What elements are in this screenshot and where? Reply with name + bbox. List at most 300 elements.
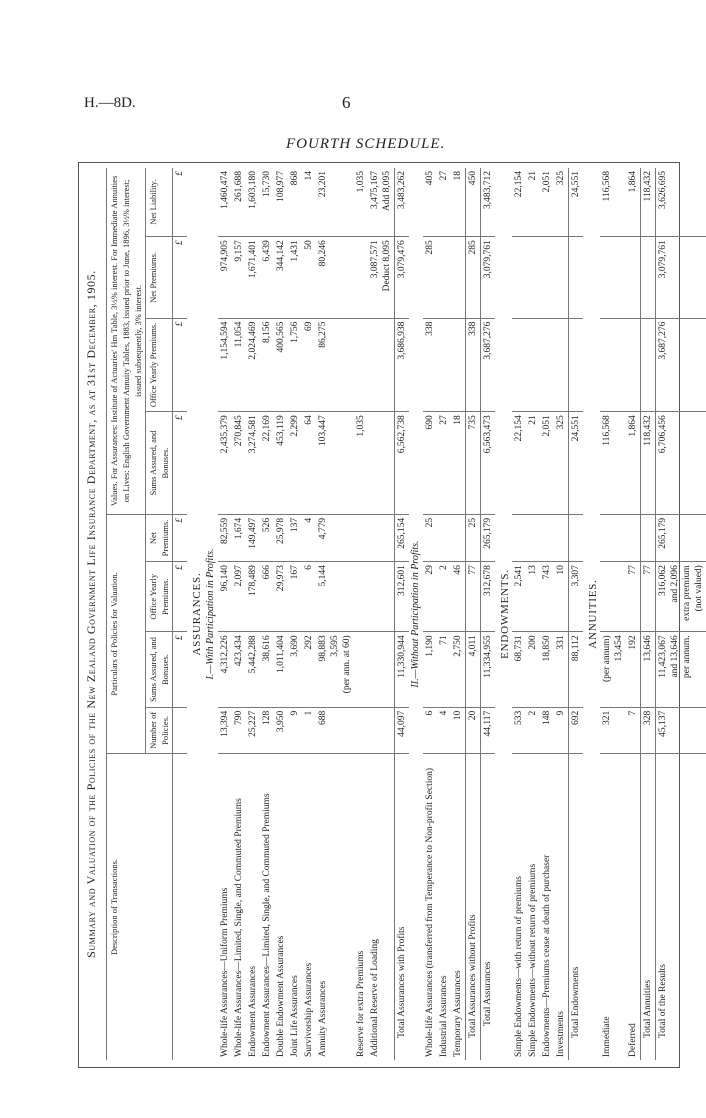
cell-s bbox=[218, 632, 232, 707]
row-description: Survivorship Assurances bbox=[304, 962, 314, 1057]
row-description: Double Endowment Assurances bbox=[276, 935, 286, 1057]
cell-l bbox=[423, 168, 437, 237]
cell-value: 2,051 bbox=[542, 415, 552, 437]
cell-n bbox=[274, 707, 288, 753]
cell-value: 3,475,167 bbox=[370, 171, 380, 209]
cell-value: 405 bbox=[425, 171, 435, 186]
cell-value: 325 bbox=[556, 415, 566, 430]
cell-p bbox=[395, 514, 410, 561]
cell-o bbox=[395, 562, 410, 632]
cell-value: 974,905 bbox=[220, 240, 230, 272]
cell-value: 265,179 bbox=[658, 517, 668, 549]
cell-p bbox=[437, 514, 451, 561]
row-description: Whole-life Assurances—Uniform Premiums bbox=[220, 887, 230, 1057]
cell-value: 44,117 bbox=[483, 710, 493, 737]
col-values bbox=[107, 168, 146, 514]
cell-vo bbox=[316, 318, 354, 412]
cell-value: 9,157 bbox=[234, 240, 244, 262]
cell-s bbox=[316, 632, 354, 707]
section-label: ANNUITIES. bbox=[587, 579, 599, 649]
cell-p bbox=[540, 514, 554, 561]
cell-vs bbox=[274, 412, 288, 515]
unit-pound: £ bbox=[173, 412, 188, 515]
cell-s bbox=[395, 632, 410, 707]
cell-value: 270,845 bbox=[234, 415, 244, 447]
cell-o bbox=[540, 562, 554, 632]
cell-value: 10 bbox=[556, 565, 566, 575]
cell-l bbox=[302, 168, 316, 237]
cell-s bbox=[626, 632, 641, 707]
cell-o bbox=[451, 562, 466, 632]
cell-value: 3,087,571 bbox=[370, 240, 380, 279]
table-row bbox=[626, 168, 641, 1060]
cell-vo bbox=[218, 318, 232, 412]
cell-vs bbox=[512, 412, 526, 515]
cell-value: 15,730 bbox=[262, 171, 272, 198]
cell-vo bbox=[437, 318, 451, 412]
cell-vp bbox=[218, 237, 232, 318]
cell-l bbox=[316, 168, 354, 237]
units-row bbox=[173, 168, 188, 1060]
row-description: Total Assurances with Profits bbox=[395, 754, 410, 1061]
cell-vo bbox=[526, 318, 540, 412]
table-row bbox=[218, 168, 232, 1060]
row-description: Total Assurances bbox=[481, 754, 496, 1061]
unit-pound: £ bbox=[173, 514, 188, 561]
section-label: ASSURANCES. bbox=[191, 572, 203, 656]
cell-l bbox=[218, 168, 232, 237]
cell-l bbox=[641, 168, 656, 237]
cell-s bbox=[246, 632, 260, 707]
cell-l bbox=[656, 168, 706, 237]
cell-value: 2,750 bbox=[453, 635, 463, 657]
cell-vs bbox=[569, 412, 584, 515]
cell-value: 735 bbox=[468, 415, 478, 430]
cell-value: 2,299 bbox=[290, 415, 300, 437]
table-row bbox=[512, 168, 526, 1060]
cell-vo bbox=[466, 318, 481, 412]
col-net: Net Premiums. bbox=[146, 514, 173, 561]
cell-value: 82,559 bbox=[220, 517, 230, 544]
cell-l bbox=[246, 168, 260, 237]
cell-value: 128 bbox=[262, 710, 272, 725]
col-sums: Sums Assured, and Bonuses. bbox=[146, 632, 173, 707]
table-row bbox=[316, 168, 354, 1060]
cell-o bbox=[641, 562, 656, 632]
cell-value: 3,079,761 bbox=[658, 240, 668, 279]
cell-vs bbox=[368, 412, 395, 515]
table-title: Summary and Valuation of the Policies of the New Zealand Government Life Insurance Department, as at 31st December, 1905. bbox=[84, 270, 98, 958]
cell-n bbox=[423, 707, 437, 753]
cell-value: 25,227 bbox=[248, 710, 258, 737]
row-description: Endowment Assurances—Limited, Single, and Commuted Premiums bbox=[262, 793, 272, 1057]
cell-vo bbox=[354, 318, 368, 412]
cell-value: 20 bbox=[468, 710, 478, 721]
cell-value: 3,690 bbox=[290, 635, 300, 657]
cell-vp bbox=[554, 237, 569, 318]
cell-s bbox=[354, 632, 368, 707]
cell-note: Add 8,095 bbox=[382, 171, 392, 212]
cell-vp bbox=[246, 237, 260, 318]
row-description: Reserve for extra Premiums bbox=[356, 950, 366, 1057]
cell-s bbox=[466, 632, 481, 707]
cell-value: 18,850 bbox=[542, 635, 552, 662]
cell-l bbox=[437, 168, 451, 237]
cell-value: 178,489 bbox=[248, 565, 258, 597]
cell-value: 6,562,738 bbox=[397, 415, 407, 454]
cell-p bbox=[481, 514, 496, 561]
cell-value: 18 bbox=[453, 415, 463, 425]
cell-p bbox=[656, 514, 706, 561]
cell-note: and 2,096 bbox=[670, 565, 680, 603]
cell-value: 11,330,944 bbox=[397, 635, 407, 678]
cell-vo bbox=[569, 318, 584, 412]
unit-pound: £ bbox=[173, 237, 188, 318]
cell-value: 4,011 bbox=[468, 635, 478, 657]
cell-p bbox=[246, 514, 260, 561]
cell-value: 285 bbox=[468, 240, 478, 255]
rotated-table bbox=[78, 162, 704, 1066]
cell-p bbox=[641, 514, 656, 561]
cell-value: 312,601 bbox=[397, 565, 407, 597]
table-row bbox=[540, 168, 554, 1060]
cell-vp bbox=[540, 237, 554, 318]
cell-value: 103,447 bbox=[318, 415, 328, 447]
cell-value: 69 bbox=[304, 321, 314, 332]
table-row bbox=[274, 168, 288, 1060]
cell-value: 24,551 bbox=[571, 171, 581, 198]
cell-s bbox=[526, 632, 540, 707]
table-row bbox=[437, 168, 451, 1060]
table-row bbox=[423, 168, 437, 1060]
cell-vo bbox=[368, 318, 395, 412]
cell-value: 2 bbox=[528, 710, 538, 716]
cell-vp bbox=[512, 237, 526, 318]
cell-value: 118,432 bbox=[643, 171, 653, 202]
cell-vp bbox=[626, 237, 641, 318]
cell-value: 9 bbox=[290, 710, 300, 716]
cell-value: 6 bbox=[304, 565, 314, 570]
cell-value: 692 bbox=[571, 710, 581, 725]
cell-value: 1,864 bbox=[628, 171, 638, 193]
unit-pound: £ bbox=[173, 562, 188, 632]
table-row bbox=[368, 168, 395, 1060]
cell-value: 11,334,955 bbox=[483, 635, 493, 678]
cell-l bbox=[540, 168, 554, 237]
table-row bbox=[302, 168, 316, 1060]
cell-value: 453,119 bbox=[276, 415, 286, 446]
cell-o bbox=[656, 562, 706, 632]
cell-p bbox=[626, 514, 641, 561]
cell-value: 116,568 bbox=[602, 415, 612, 446]
cell-note: per annum. bbox=[682, 635, 692, 679]
cell-value: 44,097 bbox=[397, 710, 407, 737]
cell-value: 338 bbox=[425, 321, 435, 336]
cell-n bbox=[218, 707, 232, 753]
cell-vs bbox=[437, 412, 451, 515]
cell-n bbox=[512, 707, 526, 753]
cell-value: 312,678 bbox=[483, 565, 493, 597]
cell-vp bbox=[526, 237, 540, 318]
cell-o bbox=[218, 562, 232, 632]
cell-l bbox=[626, 168, 641, 237]
cell-value: 29 bbox=[425, 565, 435, 575]
section-heading bbox=[204, 168, 218, 1060]
cell-value: 71 bbox=[439, 635, 449, 645]
cell-n bbox=[246, 707, 260, 753]
table-row bbox=[554, 168, 569, 1060]
cell-n bbox=[288, 707, 302, 753]
cell-value: 6,563,473 bbox=[483, 415, 493, 454]
cell-vp bbox=[316, 237, 354, 318]
cell-value: 45,137 bbox=[658, 710, 668, 737]
cell-p bbox=[354, 514, 368, 561]
cell-n bbox=[569, 707, 584, 753]
cell-value: 533 bbox=[514, 710, 524, 725]
cell-s bbox=[437, 632, 451, 707]
cell-value: 423,434 bbox=[234, 635, 244, 667]
section-heading bbox=[409, 168, 423, 1060]
section-heading bbox=[187, 168, 204, 1060]
cell-value: 13,454 bbox=[614, 635, 624, 662]
cell-value: 118,432 bbox=[643, 415, 653, 446]
page-code: H.—8D. bbox=[84, 95, 136, 111]
cell-value: 116,568 bbox=[602, 171, 612, 202]
cell-n bbox=[540, 707, 554, 753]
cell-value: 2,541 bbox=[514, 565, 524, 587]
cell-s bbox=[451, 632, 466, 707]
cell-note: 3,595 bbox=[330, 635, 340, 657]
cell-value: 148 bbox=[542, 710, 552, 725]
cell-p bbox=[600, 514, 626, 561]
cell-value: 1,431 bbox=[290, 240, 300, 262]
cell-s bbox=[641, 632, 656, 707]
cell-value: 1,864 bbox=[628, 415, 638, 437]
cell-p bbox=[423, 514, 437, 561]
col-value-office: Office Yearly Premiums. bbox=[146, 318, 173, 412]
cell-p bbox=[554, 514, 569, 561]
cell-vs bbox=[641, 412, 656, 515]
cell-value: 137 bbox=[290, 517, 300, 533]
cell-vs bbox=[423, 412, 437, 515]
section-label: I.—With Participation in Profits. bbox=[205, 548, 216, 680]
cell-n bbox=[481, 707, 496, 753]
cell-value: 13,646 bbox=[643, 635, 653, 662]
row-description: Whole-life Assurances—Limited, Single, and Commuted Premiums bbox=[234, 798, 244, 1057]
col-liability: Net Liability. bbox=[146, 168, 173, 237]
cell-s bbox=[232, 632, 246, 707]
cell-value: 80,246 bbox=[318, 240, 328, 267]
cell-value: 6,439 bbox=[262, 240, 272, 262]
cell-s bbox=[569, 632, 584, 707]
cell-o bbox=[302, 562, 316, 632]
cell-value: 328 bbox=[643, 710, 653, 725]
values-label: Values. bbox=[109, 481, 119, 507]
cell-p bbox=[316, 514, 354, 561]
col-value-net: Net Premiums. bbox=[146, 237, 173, 318]
cell-vp bbox=[302, 237, 316, 318]
cell-vs bbox=[656, 412, 706, 515]
cell-vs bbox=[526, 412, 540, 515]
cell-value: 4 bbox=[439, 710, 449, 716]
cell-value: 192 bbox=[628, 635, 638, 650]
cell-o bbox=[288, 562, 302, 632]
cell-vp bbox=[288, 237, 302, 318]
cell-value: 1,460,474 bbox=[220, 171, 230, 209]
cell-value: 8,156 bbox=[262, 321, 272, 344]
row-description: Whole-life Assurances (transferred from Temperance to Non-profit Section) bbox=[425, 767, 435, 1057]
cell-l bbox=[354, 168, 368, 237]
cell-p bbox=[368, 514, 395, 561]
cell-value: 13,394 bbox=[220, 710, 230, 737]
cell-n bbox=[451, 707, 466, 753]
cell-vp bbox=[274, 237, 288, 318]
section-label: ENDOWMENTS. bbox=[499, 569, 511, 659]
cell-n bbox=[656, 707, 706, 753]
table-row bbox=[246, 168, 260, 1060]
cell-l bbox=[288, 168, 302, 237]
cell-o bbox=[626, 562, 641, 632]
cell-value: 200 bbox=[528, 635, 538, 650]
cell-s bbox=[540, 632, 554, 707]
cell-vs bbox=[466, 412, 481, 515]
cell-value: 88,112 bbox=[571, 635, 581, 662]
cell-vo bbox=[260, 318, 274, 412]
cell-o bbox=[569, 562, 584, 632]
cell-value: 149,497 bbox=[248, 517, 258, 549]
cell-n bbox=[437, 707, 451, 753]
table-row bbox=[451, 168, 466, 1060]
cell-value: 77 bbox=[628, 565, 638, 575]
cell-o bbox=[466, 562, 481, 632]
cell-note: (per annum) bbox=[602, 635, 612, 683]
cell-o bbox=[316, 562, 354, 632]
cell-p bbox=[302, 514, 316, 561]
cell-value: 1,671,401 bbox=[248, 240, 258, 279]
cell-vp bbox=[423, 237, 437, 318]
cell-value: 18 bbox=[453, 171, 463, 181]
cell-value: 4,779 bbox=[318, 517, 328, 540]
cell-vo bbox=[481, 318, 496, 412]
cell-vo bbox=[232, 318, 246, 412]
cell-value: 21 bbox=[528, 171, 538, 181]
cell-n bbox=[526, 707, 540, 753]
col-particulars: Particulars of Policies for Valuation. bbox=[107, 514, 146, 753]
cell-value: 292 bbox=[304, 635, 314, 650]
cell-value: 3,483,712 bbox=[483, 171, 493, 209]
cell-value: 1 bbox=[304, 710, 314, 716]
cell-vs bbox=[232, 412, 246, 515]
cell-vo bbox=[626, 318, 641, 412]
cell-p bbox=[260, 514, 274, 561]
schedule-title: FOURTH SCHEDULE. bbox=[286, 136, 446, 152]
cell-vs bbox=[600, 412, 626, 515]
cell-value: 98,883 bbox=[318, 635, 328, 662]
cell-value: 4 bbox=[304, 517, 314, 523]
cell-value: 68,731 bbox=[514, 635, 524, 662]
cell-value: 3,307 bbox=[571, 565, 581, 587]
cell-s bbox=[423, 632, 437, 707]
unit-pound: £ bbox=[173, 318, 188, 412]
cell-s bbox=[600, 632, 626, 707]
cell-value: 2,024,469 bbox=[248, 321, 258, 360]
cell-vo bbox=[656, 318, 706, 412]
cell-value: 6 bbox=[425, 710, 435, 716]
cell-value: 25 bbox=[468, 517, 478, 528]
cell-value: 25 bbox=[425, 517, 435, 528]
row-description: Simple Endowments—without return of premiums bbox=[528, 863, 538, 1057]
cell-o bbox=[600, 562, 626, 632]
row-description: Total Endowments bbox=[569, 754, 584, 1061]
cell-value: 316,062 bbox=[658, 565, 668, 597]
cell-value: 86,275 bbox=[318, 321, 328, 348]
cell-value: 5,144 bbox=[318, 565, 328, 587]
cell-l bbox=[600, 168, 626, 237]
cell-value: 22,154 bbox=[514, 415, 524, 442]
cell-value: 2,097 bbox=[234, 565, 244, 587]
cell-value: 344,142 bbox=[276, 240, 286, 272]
cell-value: 22,169 bbox=[262, 415, 272, 442]
row-description: Annuity Assurances bbox=[318, 980, 328, 1057]
cell-value: 3,687,276 bbox=[658, 321, 668, 360]
cell-value: 1,011,404 bbox=[276, 635, 286, 673]
cell-l bbox=[274, 168, 288, 237]
cell-n bbox=[641, 707, 656, 753]
total-row bbox=[641, 168, 656, 1060]
cell-l bbox=[451, 168, 466, 237]
cell-vs bbox=[540, 412, 554, 515]
cell-value: 666 bbox=[262, 565, 272, 580]
cell-value: 96,140 bbox=[220, 565, 230, 592]
cell-value: 325 bbox=[556, 171, 566, 186]
cell-value: 1,154,594 bbox=[220, 321, 230, 360]
col-description: Description of Transactions. bbox=[107, 754, 173, 1061]
cell-vs bbox=[246, 412, 260, 515]
cell-value: 3,079,761 bbox=[483, 240, 493, 279]
cell-note: and 13,646 bbox=[670, 635, 680, 678]
cell-note: (not valued) bbox=[694, 565, 704, 612]
cell-s bbox=[274, 632, 288, 707]
cell-vo bbox=[274, 318, 288, 412]
cell-p bbox=[451, 514, 466, 561]
cell-value: 77 bbox=[643, 565, 653, 575]
cell-value: 5,442,288 bbox=[248, 635, 258, 674]
cell-n bbox=[232, 707, 246, 753]
cell-vo bbox=[600, 318, 626, 412]
immediate-annuity-basis: For Immediate Annuities on Lives: bbox=[109, 175, 131, 503]
row-description: Simple Endowments—with return of premiums bbox=[514, 875, 524, 1057]
cell-value: 13 bbox=[528, 565, 538, 575]
total-row bbox=[466, 168, 481, 1060]
cell-value: 2,051 bbox=[542, 171, 552, 193]
cell-o bbox=[274, 562, 288, 632]
cell-n bbox=[302, 707, 316, 753]
cell-value: 3,483,262 bbox=[397, 171, 407, 209]
cell-l bbox=[569, 168, 584, 237]
cell-o bbox=[437, 562, 451, 632]
cell-l bbox=[466, 168, 481, 237]
cell-l bbox=[368, 168, 395, 237]
cell-vp bbox=[466, 237, 481, 318]
cell-vp bbox=[600, 237, 626, 318]
row-description: Immediate bbox=[602, 1016, 612, 1057]
cell-value: 167 bbox=[290, 565, 300, 580]
section-heading bbox=[583, 168, 600, 1060]
cell-value: 2,435,379 bbox=[220, 415, 230, 454]
cell-value: 265,154 bbox=[397, 517, 407, 549]
cell-value: 3,274,581 bbox=[248, 415, 258, 454]
cell-value: 7 bbox=[628, 710, 638, 716]
